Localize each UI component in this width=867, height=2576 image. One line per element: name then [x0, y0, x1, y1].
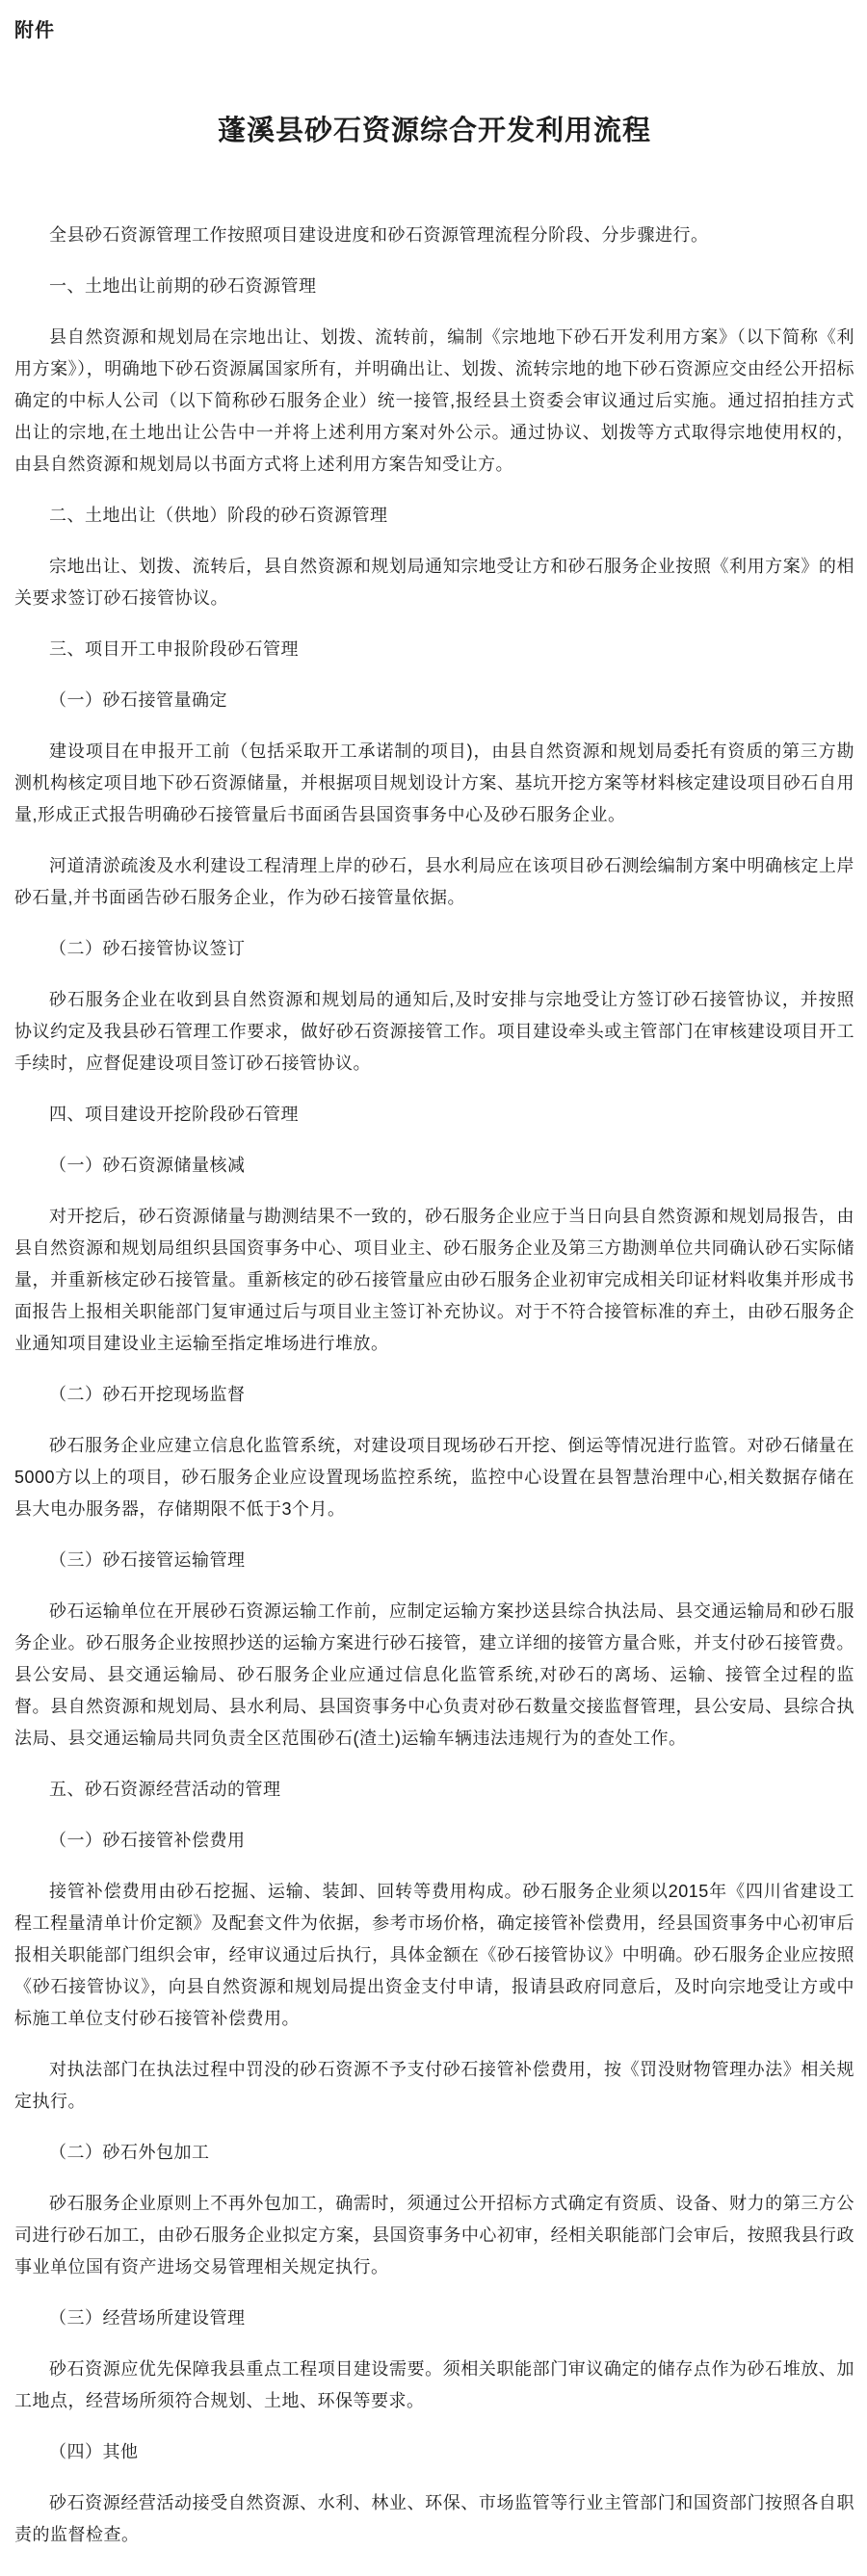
document-paragraph: 砂石服务企业应建立信息化监管系统，对建设项目现场砂石开挖、倒运等情况进行监管。对砂石储量在5000方以上的项目，砂石服务企业应设置现场监控系统，监控中心设置在县智慧治理中心,相关数据存储在县大电办服务器，存储期限不低于3个月。	[14, 1436, 854, 1519]
document-body	[14, 220, 854, 2551]
sub-section-heading: （二）砂石外包加工	[49, 2143, 210, 2162]
document-paragraph: 建设项目在申报开工前（包括采取开工承诺制的项目)，由县自然资源和规划局委托有资质的第三方勘测机构核定项目地下砂石资源储量，并根据项目规划设计方案、基坑开挖方案等材料核定建设项目砂石自用量,形成正式报告明确砂石接管量后书面函告县国资事务中心及砂石服务企业。	[14, 742, 854, 824]
sub-section-heading: （四）其他	[49, 2442, 139, 2461]
document-paragraph: 砂石资源经营活动接受自然资源、水利、林业、环保、市场监管等行业主管部门和国资部门按照各自职责的监督检查。	[14, 2493, 854, 2544]
sub-section-heading: （一）砂石接管补偿费用	[49, 1831, 246, 1850]
sub-section-heading: （一）砂石资源储量核减	[49, 1156, 246, 1175]
document-paragraph: 砂石资源应优先保障我县重点工程项目建设需要。须相关职能部门审议确定的储存点作为砂石堆放、加工地点，经营场所须符合规划、土地、环保等要求。	[14, 2359, 854, 2410]
sub-section-heading: （二）砂石接管协议签订	[49, 939, 246, 958]
sub-section-heading: （三）砂石接管运输管理	[49, 1550, 246, 1570]
attachment-label: 附件	[14, 20, 55, 41]
section-heading: 一、土地出让前期的砂石资源管理	[49, 276, 317, 296]
document-paragraph: 全县砂石资源管理工作按照项目建设进度和砂石资源管理流程分阶段、分步骤进行。	[49, 225, 709, 245]
sub-section-heading: （三）经营场所建设管理	[49, 2308, 246, 2328]
document-paragraph: 河道清淤疏浚及水利建设工程清理上岸的砂石，县水利局应在该项目砂石测绘编制方案中明确核定上岸砂石量,并书面函告砂石服务企业，作为砂石接管量依据。	[14, 856, 854, 907]
section-heading: 五、砂石资源经营活动的管理	[49, 1780, 281, 1799]
sub-section-heading: （二）砂石开挖现场监督	[49, 1385, 246, 1404]
document-paragraph: 对执法部门在执法过程中罚没的砂石资源不予支付砂石接管补偿费用，按《罚没财物管理办法》相关规定执行。	[14, 2060, 854, 2111]
document-page	[14, 19, 854, 2551]
document-paragraph: 砂石运输单位在开展砂石资源运输工作前，应制定运输方案抄送县综合执法局、县交通运输局和砂石服务企业。砂石服务企业按照抄送的运输方案进行砂石接管，建立详细的接管方量合账，并支付砂石接管费。县公安局、县交通运输局、砂石服务企业应通过信息化监管系统,对砂石的离场、运输、接管全过程的监督。县自然资源和规划局、县水利局、县国资事务中心负责对砂石数量交接监督管理，县公安局、县综合执法局、县交通运输局共同负责全区范围砂石(渣土)运输车辆违法违规行为的查处工作。	[14, 1601, 854, 1748]
document-paragraph: 对开挖后，砂石资源储量与勘测结果不一致的，砂石服务企业应于当日向县自然资源和规划局报告，由县自然资源和规划局组织县国资事务中心、项目业主、砂石服务企业及第三方勘测单位共同确认砂石实际储量，并重新核定砂石接管量。重新核定的砂石接管量应由砂石服务企业初审完成相关印证材料收集并形成书面报告上报相关职能部门复审通过后与项目业主签订补充协议。对于不符合接管标准的弃土，由砂石服务企业通知项目建设业主运输至指定堆场进行堆放。	[14, 1207, 854, 1353]
document-paragraph: 砂石服务企业在收到县自然资源和规划局的通知后,及时安排与宗地受让方签订砂石接管协议，并按照协议约定及我县砂石管理工作要求，做好砂石资源接管工作。项目建设牵头或主管部门在审核建设项目开工手续时，应督促建设项目签订砂石接管协议。	[14, 990, 854, 1073]
document-title: 蓬溪县砂石资源综合开发利用流程	[217, 116, 651, 146]
section-heading: 三、项目开工申报阶段砂石管理	[49, 639, 299, 659]
section-heading: 四、项目建设开挖阶段砂石管理	[49, 1105, 299, 1124]
document-paragraph: 接管补偿费用由砂石挖掘、运输、装卸、回转等费用构成。砂石服务企业须以2015年《四川省建设工程工程量清单计价定额》及配套文件为依据，参考市场价格，确定接管补偿费用，经县国资事务中心初审后报相关职能部门组织会审，经审议通过后执行，具体金额在《砂石接管协议》中明确。砂石服务企业应按照《砂石接管协议》，向县自然资源和规划局提出资金支付申请，报请县政府同意后，及时向宗地受让方或中标施工单位支付砂石接管补偿费用。	[14, 1882, 854, 2028]
document-paragraph: 砂石服务企业原则上不再外包加工，确需时，须通过公开招标方式确定有资质、设备、财力的第三方公司进行砂石加工，由砂石服务企业拟定方案，县国资事务中心初审，经相关职能部门会审后，按照我县行政事业单位国有资产进场交易管理相关规定执行。	[14, 2194, 854, 2277]
document-paragraph: 县自然资源和规划局在宗地出让、划拨、流转前，编制《宗地地下砂石开发利用方案》（以下简称《利用方案》），明确地下砂石资源属国家所有，并明确出让、划拨、流转宗地的地下砂石资源应交由经公开招标确定的中标人公司（以下简称砂石服务企业）统一接管,报经县土资委会审议通过后实施。通过招拍挂方式出让的宗地,在土地出让公告中一并将上述利用方案对外公示。通过协议、划拨等方式取得宗地使用权的，由县自然资源和规划局以书面方式将上述利用方案告知受让方。	[14, 327, 854, 474]
section-heading: 二、土地出让（供地）阶段的砂石资源管理	[49, 506, 388, 525]
document-paragraph: 宗地出让、划拨、流转后，县自然资源和规划局通知宗地受让方和砂石服务企业按照《利用方案》的相关要求签订砂石接管协议。	[14, 557, 854, 608]
sub-section-heading: （一）砂石接管量确定	[49, 690, 227, 710]
